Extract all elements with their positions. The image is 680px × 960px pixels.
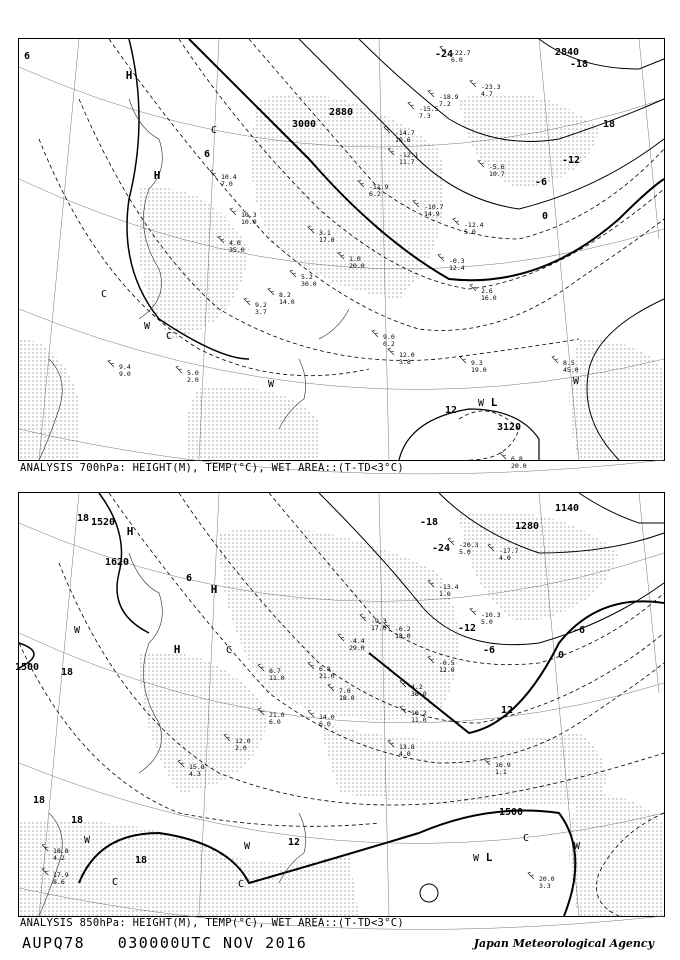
- cold-mark: C: [225, 645, 233, 656]
- low-pressure-mark: L: [490, 396, 498, 409]
- station-temperature: 5.2: [301, 273, 313, 281]
- station-temperature: 1.0: [349, 255, 361, 263]
- station-dewpoint-depression: 17.0: [371, 624, 387, 632]
- station-dewpoint-depression: 16.0: [481, 294, 497, 302]
- station-temperature: 16.9: [495, 761, 511, 769]
- contour-label: 6: [185, 573, 193, 584]
- station-dewpoint-depression: 29.0: [349, 644, 365, 652]
- wind-barb-icon: [230, 208, 236, 215]
- station-temperature: -23.3: [481, 83, 501, 91]
- contour-label: 1280: [514, 521, 540, 532]
- station-temperature: 8.7: [269, 667, 281, 675]
- wind-barb-icon: [500, 452, 506, 459]
- contour-label: 18: [76, 513, 90, 524]
- station-dewpoint-depression: 4.3: [189, 770, 201, 778]
- wind-barb-icon: [470, 80, 476, 87]
- map-850hpa: [14, 493, 664, 916]
- station-temperature: -12.1: [399, 151, 419, 159]
- station-dewpoint-depression: 3.8: [399, 358, 411, 366]
- station-temperature: 15.8: [189, 763, 205, 771]
- station-temperature: -5.6: [489, 163, 505, 171]
- station-dewpoint-depression: 3.7: [255, 308, 267, 316]
- station-dewpoint-depression: 4.0: [399, 750, 411, 758]
- station-temperature: 20.0: [539, 875, 555, 883]
- station-plot: [308, 710, 335, 728]
- wind-barb-icon: [552, 356, 558, 363]
- station-temperature: -14.7: [395, 129, 415, 137]
- contour-label: 1500: [14, 662, 40, 673]
- station-dewpoint-depression: 20.0: [511, 462, 527, 470]
- station-temperature: -10.7: [424, 203, 444, 211]
- wind-barb-icon: [470, 284, 476, 291]
- station-plot: [244, 298, 267, 316]
- station-dewpoint-depression: 10.0: [241, 218, 257, 226]
- station-dewpoint-depression: 7.3: [419, 112, 431, 120]
- warm-mark: W: [477, 398, 485, 409]
- bulletin-datetime: 030000UTC NOV 2016: [117, 934, 308, 952]
- wind-barb-icon: [308, 710, 314, 717]
- station-plot: [290, 270, 317, 288]
- high-pressure-mark: H: [153, 169, 161, 182]
- station-temperature: 7.0: [339, 687, 351, 695]
- warm-mark: W: [243, 841, 251, 852]
- station-dewpoint-depression: 10.6: [395, 136, 411, 144]
- wind-barb-icon: [290, 270, 296, 277]
- station-temperature: 9.3: [471, 359, 483, 367]
- wind-barb-icon: [108, 360, 114, 367]
- station-temperature: 18.8: [53, 847, 69, 855]
- station-plot: [210, 170, 237, 188]
- warm-mark: W: [143, 321, 151, 332]
- station-temperature: 3.1: [319, 229, 331, 237]
- station-temperature: 14.0: [319, 713, 335, 721]
- station-dewpoint-depression: 19.0: [471, 366, 487, 374]
- warm-mark: W: [472, 853, 480, 864]
- cold-mark: C: [522, 833, 530, 844]
- station-dewpoint-depression: 5.0: [459, 548, 471, 556]
- station-plot: [268, 288, 295, 306]
- station-temperature: 12.0: [399, 351, 415, 359]
- wind-barb-icon: [438, 254, 444, 261]
- station-dewpoint-depression: 5.0: [464, 228, 476, 236]
- station-dewpoint-depression: 9.0: [119, 370, 131, 378]
- wind-barb-icon: [210, 170, 216, 177]
- station-dewpoint-depression: 7.0: [221, 180, 233, 188]
- station-temperature: -9.3: [371, 617, 387, 625]
- station-dewpoint-depression: 21.0: [319, 672, 335, 680]
- station-temperature: -22.7: [451, 49, 471, 57]
- wind-barb-icon: [388, 348, 394, 355]
- station-dewpoint-depression: 3.3: [539, 882, 551, 890]
- high-pressure-mark: H: [210, 583, 218, 596]
- station-dewpoint-depression: 12.0: [439, 666, 455, 674]
- panel-caption-700hpa: ANALYSIS 700hPa: HEIGHT(M), TEMP(°C), WET AREA::(T-TD<3°C): [20, 462, 405, 474]
- contour-label: 18: [32, 795, 46, 806]
- station-temperature: 6.8: [511, 455, 523, 463]
- high-pressure-mark: H: [173, 643, 181, 656]
- contour-label: 6: [203, 149, 211, 160]
- contour-label: 3000: [291, 119, 317, 130]
- station-temperature: 10.4: [221, 173, 237, 181]
- station-temperature: 21.0: [269, 711, 285, 719]
- cold-mark: C: [100, 289, 108, 300]
- station-temperature: 9.4: [119, 363, 131, 371]
- contour-label: -24: [434, 49, 454, 60]
- wet-area-shading: [19, 93, 664, 460]
- contour-label: 2880: [328, 107, 354, 118]
- bulletin-code: AUPQ78: [22, 934, 86, 952]
- warm-mark: W: [572, 376, 580, 387]
- contour-label: 0: [557, 650, 565, 661]
- contour-label: -6: [534, 177, 548, 188]
- wind-barb-icon: [428, 90, 434, 97]
- station-dewpoint-depression: 14.0: [279, 298, 295, 306]
- station-dewpoint-depression: 4.2: [53, 854, 65, 862]
- contour-label: -6: [572, 625, 586, 636]
- panel-caption-850hpa: ANALYSIS 850hPa: HEIGHT(M), TEMP(°C), WET AREA::(T-TD<3°C): [20, 917, 405, 929]
- station-temperature: -15.5: [419, 105, 439, 113]
- station-plot: [108, 360, 131, 378]
- warm-mark: W: [83, 835, 91, 846]
- station-temperature: -20.3: [459, 541, 479, 549]
- contour-label: -12: [457, 623, 477, 634]
- station-temperature: -11.9: [369, 183, 389, 191]
- station-temperature: 2.6: [481, 287, 493, 295]
- wind-barb-icon: [453, 218, 459, 225]
- station-dewpoint-depression: 1.0: [439, 590, 451, 598]
- contour-label: 18: [602, 119, 616, 130]
- contour-label: 1620: [104, 557, 130, 568]
- cold-mark: C: [210, 125, 218, 136]
- station-temperature: 17.9: [53, 871, 69, 879]
- station-temperature: 6.8: [319, 665, 331, 673]
- station-dewpoint-depression: 36.0: [411, 690, 427, 698]
- station-temperature: 4.2: [411, 683, 423, 691]
- station-plot: [460, 356, 487, 374]
- station-plot: [372, 330, 395, 348]
- station-dewpoint-depression: 11.0: [411, 716, 427, 724]
- station-temperature: 4.0: [229, 239, 241, 247]
- wind-barb-icon: [268, 288, 274, 295]
- station-dewpoint-depression: 7.2: [439, 100, 451, 108]
- high-pressure-mark: H: [125, 69, 133, 82]
- station-dewpoint-depression: 4.7: [481, 90, 493, 98]
- contour-label: 12: [500, 705, 514, 716]
- contour-label: -6: [482, 645, 496, 656]
- station-temperature: 8.2: [279, 291, 291, 299]
- contour-label: 0: [541, 211, 549, 222]
- warm-mark: W: [267, 379, 275, 390]
- station-temperature: -13.4: [439, 583, 459, 591]
- contour-label: 6: [23, 51, 31, 62]
- contour-label: 1520: [90, 517, 116, 528]
- station-dewpoint-depression: 11.0: [269, 674, 285, 682]
- station-dewpoint-depression: 6.0: [269, 718, 281, 726]
- contour-label: -12: [561, 155, 581, 166]
- station-temperature: -18.9: [439, 93, 459, 101]
- contour-label: 1140: [554, 503, 580, 514]
- warm-mark: W: [573, 841, 581, 852]
- station-dewpoint-depression: 45.0: [563, 366, 579, 374]
- station-dewpoint-depression: 30.0: [301, 280, 317, 288]
- cold-mark: C: [237, 879, 245, 890]
- cold-mark: C: [111, 877, 119, 888]
- station-dewpoint-depression: 20.0: [349, 262, 365, 270]
- station-dewpoint-depression: 1.1: [495, 768, 507, 776]
- contour-label: -18: [419, 517, 439, 528]
- bulletin-header: [22, 934, 329, 952]
- wind-barb-icon: [460, 356, 466, 363]
- station-plot: [388, 348, 415, 366]
- station-plot: [453, 218, 484, 236]
- station-plot: [408, 102, 439, 120]
- station-dewpoint-depression: 17.0: [319, 236, 335, 244]
- station-temperature: 5.0: [187, 369, 199, 377]
- wind-barb-icon: [528, 872, 534, 879]
- wind-barb-icon: [176, 366, 182, 373]
- low-pressure-mark: L: [485, 851, 493, 864]
- contour-label: 18: [60, 667, 74, 678]
- station-temperature: 10.3: [241, 211, 257, 219]
- station-dewpoint-depression: 8.6: [53, 878, 65, 886]
- station-plot: [470, 284, 497, 302]
- station-temperature: -12.4: [464, 221, 484, 229]
- station-dewpoint-depression: 18.0: [339, 694, 355, 702]
- contour-label: 18: [70, 815, 84, 826]
- wind-barb-icon: [408, 102, 414, 109]
- station-temperature: 12.0: [235, 737, 251, 745]
- station-plot: [528, 872, 555, 890]
- station-temperature: 13.8: [399, 743, 415, 751]
- station-plot: [478, 160, 505, 178]
- station-dewpoint-depression: 4.0: [499, 554, 511, 562]
- warm-mark: W: [73, 625, 81, 636]
- contour-label: 18: [134, 855, 148, 866]
- contour-label: 3120: [496, 422, 522, 433]
- wind-barb-icon: [372, 330, 378, 337]
- station-dewpoint-depression: 12.4: [449, 264, 465, 272]
- contour-label: 1500: [498, 807, 524, 818]
- station-dewpoint-depression: 6.0: [451, 56, 463, 64]
- station-temperature: -6.2: [395, 625, 411, 633]
- station-dewpoint-depression: 0.2: [383, 340, 395, 348]
- station-dewpoint-depression: 6.2: [369, 190, 381, 198]
- station-temperature: 9.2: [255, 301, 267, 309]
- high-pressure-mark: H: [126, 525, 134, 538]
- station-dewpoint-depression: 2.0: [187, 376, 199, 384]
- station-dewpoint-depression: 5.0: [481, 618, 493, 626]
- contour-label: 12: [444, 405, 458, 416]
- station-plot: [438, 254, 465, 272]
- station-dewpoint-depression: 18.0: [395, 632, 411, 640]
- contour-label: 2840: [554, 47, 580, 58]
- station-plot: [500, 452, 527, 470]
- wind-barb-icon: [470, 608, 476, 615]
- map-panel-850hpa: [14, 492, 665, 917]
- station-temperature: 9.0: [383, 333, 395, 341]
- station-dewpoint-depression: 6.0: [319, 720, 331, 728]
- contour-label: -24: [431, 543, 451, 554]
- station-temperature: 8.5: [563, 359, 575, 367]
- station-plot: [230, 208, 257, 226]
- station-dewpoint-depression: 14.9: [424, 210, 440, 218]
- cold-mark: C: [165, 331, 173, 342]
- station-temperature: -17.7: [499, 547, 519, 555]
- station-dewpoint-depression: 2.0: [235, 744, 247, 752]
- station-temperature: 10.2: [411, 709, 427, 717]
- agency-name: Japan Meteorological Agency: [473, 937, 654, 950]
- station-plot: [176, 366, 199, 384]
- contour-label: -18: [569, 59, 589, 70]
- station-temperature: -4.4: [349, 637, 365, 645]
- station-dewpoint-depression: 11.7: [399, 158, 415, 166]
- station-dewpoint-depression: 35.0: [229, 246, 245, 254]
- station-dewpoint-depression: 10.7: [489, 170, 505, 178]
- wind-barb-icon: [244, 298, 250, 305]
- station-temperature: -0.5: [439, 659, 455, 667]
- station-plot: [552, 356, 579, 374]
- contour-label: 12: [287, 837, 301, 848]
- station-temperature: -10.3: [481, 611, 501, 619]
- station-temperature: -0.3: [449, 257, 465, 265]
